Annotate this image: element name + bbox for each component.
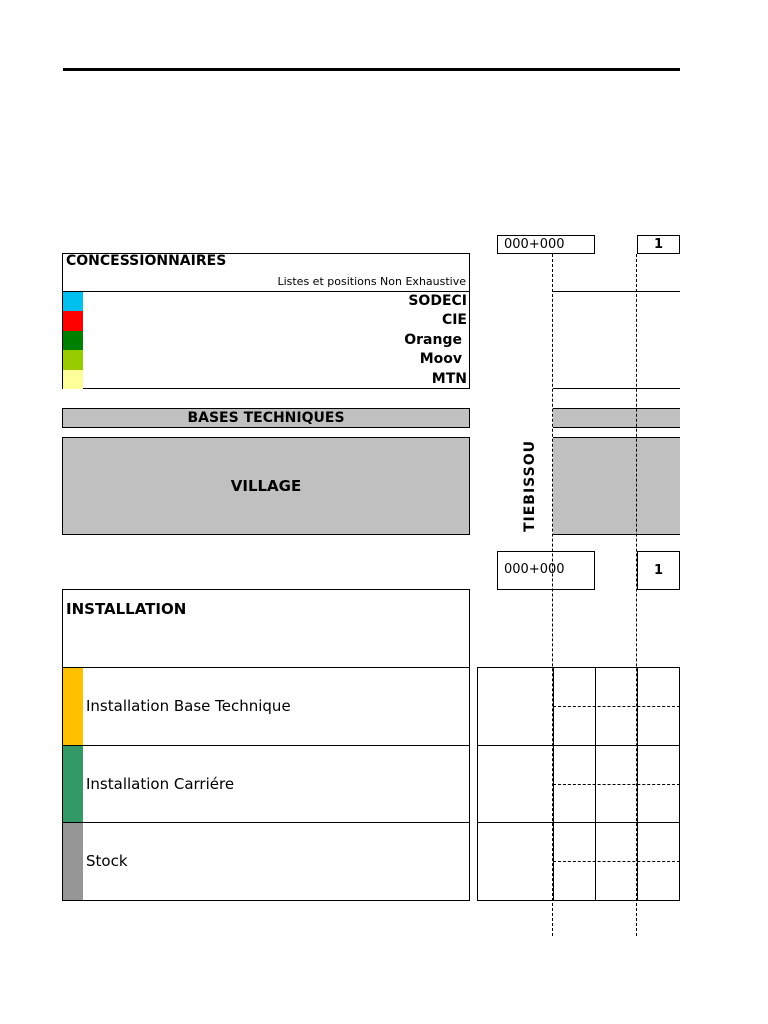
cie-label: CIE	[441, 312, 467, 328]
bases-techniques-band	[553, 408, 680, 428]
sheet-axis-line	[636, 254, 637, 936]
sheet-top-box	[637, 235, 680, 254]
installation-row	[62, 667, 470, 746]
village-block	[62, 437, 470, 535]
sodeci-label: SODECI	[408, 293, 467, 309]
carriere-swatch	[63, 746, 83, 822]
conc-band-bottom-line	[553, 388, 680, 389]
sodeci-swatch	[63, 292, 83, 311]
village-band	[553, 437, 680, 535]
installation-stock-label: Stock	[86, 852, 128, 870]
sheet-bottom-number: 1	[653, 563, 664, 578]
mtn-swatch	[63, 370, 83, 389]
concessionnaires-title: CONCESSIONNAIRES	[66, 253, 227, 269]
installation-row	[62, 822, 470, 901]
grid-row-dash	[553, 861, 680, 862]
moov-swatch	[63, 350, 83, 370]
chainage-top-label: 000+000	[504, 237, 565, 252]
orange-swatch	[63, 331, 83, 350]
sheet-top-number: 1	[653, 237, 664, 252]
concessionnaires-list	[62, 291, 470, 389]
orange-label: Orange	[404, 332, 462, 348]
installation-row	[62, 745, 470, 823]
sheet-bottom-box	[637, 551, 680, 590]
moov-label: Moov	[419, 351, 462, 367]
conc-band-top-line	[553, 291, 680, 292]
installation-base-technique-label: Installation Base Technique	[86, 697, 291, 715]
bases-techniques-bar	[62, 408, 470, 428]
cie-swatch	[63, 311, 83, 331]
grid-row-dash	[553, 706, 680, 707]
chainage-bottom-box	[497, 551, 595, 590]
concessionnaires-header	[62, 253, 470, 292]
base-technique-swatch	[63, 668, 83, 745]
installation-header	[62, 589, 470, 668]
grid-row-line	[477, 822, 680, 823]
chainage-bottom-label: 000+000	[504, 562, 565, 577]
village-label: VILLAGE	[230, 477, 302, 495]
bases-techniques-label: BASES TECHNIQUES	[187, 410, 345, 426]
locality-label: TIEBISSOU	[522, 440, 538, 533]
header-rule	[63, 68, 680, 71]
concessionnaires-note: Listes et positions Non Exhaustive	[277, 275, 466, 288]
stock-swatch	[63, 823, 83, 900]
installation-carriere-label: Installation Carriére	[86, 775, 235, 793]
grid-row-dash	[553, 784, 680, 785]
grid-row-line	[477, 745, 680, 746]
chainage-top-box	[497, 235, 595, 254]
installation-title: INSTALLATION	[66, 600, 187, 618]
chainage-axis-line	[552, 254, 553, 936]
mtn-label: MTN	[431, 371, 467, 387]
